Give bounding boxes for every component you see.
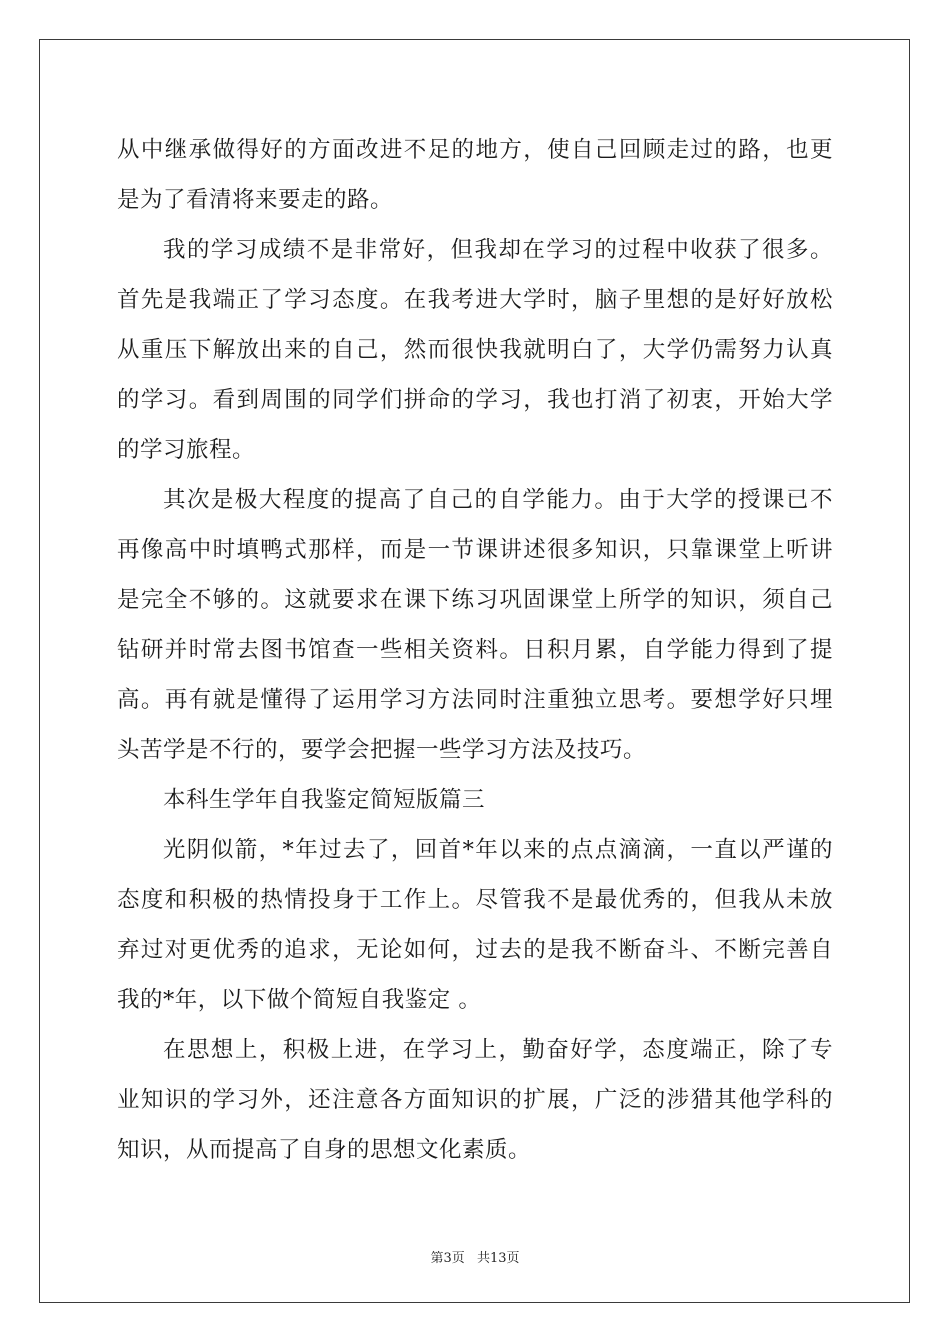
paragraph bbox=[117, 475, 833, 775]
text-line: 再像高中时填鸭式那样，而是一节课讲述很多知识，只靠课堂上听讲 bbox=[117, 537, 833, 563]
paragraph bbox=[117, 125, 833, 225]
paragraph bbox=[117, 225, 833, 475]
text-line: 是为了看清将来要走的路。 bbox=[117, 187, 394, 213]
text-line: 从中继承做得好的方面改进不足的地方，使自己回顾走过的路，也更 bbox=[117, 137, 833, 163]
text-line: 我的*年，以下做个简短自我鉴定 。 bbox=[117, 987, 482, 1013]
text-line: 钻研并时常去图书馆查一些相关资料。日积月累，自学能力得到了提 bbox=[117, 637, 833, 663]
page-total: 共13页 bbox=[476, 1251, 520, 1266]
text-line: 态度和积极的热情投身于工作上。尽管我不是最优秀的，但我从未放 bbox=[117, 887, 833, 913]
text-line: 是完全不够的。这就要求在课下练习巩固课堂上所学的知识，须自己 bbox=[117, 587, 833, 613]
paragraph bbox=[117, 1025, 833, 1175]
text-line: 光阴似箭，*年过去了，回首*年以来的点点滴滴，一直以严谨的 bbox=[163, 837, 833, 863]
text-line: 高。再有就是懂得了运用学习方法同时注重独立思考。要想学好只埋 bbox=[117, 687, 833, 713]
text-line: 知识，从而提高了自身的思想文化素质。 bbox=[117, 1137, 532, 1163]
paragraph bbox=[117, 825, 833, 1025]
document-body bbox=[117, 125, 833, 1175]
text-line: 在思想上，积极上进，在学习上，勤奋好学，态度端正，除了专 bbox=[163, 1037, 833, 1063]
page-number: 第3页 bbox=[430, 1251, 465, 1266]
text-line: 的学习。看到周围的同学们拼命的学习，我也打消了初衷，开始大学 bbox=[117, 387, 833, 413]
text-line: 首先是我端正了学习态度。在我考进大学时，脑子里想的是好好放松 bbox=[117, 287, 833, 313]
text-line: 其次是极大程度的提高了自己的自学能力。由于大学的授课已不 bbox=[163, 487, 833, 513]
text-line: 业知识的学习外，还注意各方面知识的扩展，广泛的涉猎其他学科的 bbox=[117, 1087, 833, 1113]
paragraph bbox=[117, 775, 833, 825]
text-line: 的学习旅程。 bbox=[117, 437, 256, 463]
text-line: 我的学习成绩不是非常好，但我却在学习的过程中收获了很多。 bbox=[163, 237, 833, 263]
text-line: 弃过对更优秀的追求，无论如何，过去的是我不断奋斗、不断完善自 bbox=[117, 937, 833, 963]
page-footer bbox=[0, 1247, 950, 1266]
text-line: 从重压下解放出来的自己，然而很快我就明白了，大学仍需努力认真 bbox=[117, 337, 833, 363]
text-line: 头苦学是不行的，要学会把握一些学习方法及技巧。 bbox=[117, 737, 647, 763]
text-line: 本科生学年自我鉴定简短版篇三 bbox=[163, 787, 486, 813]
